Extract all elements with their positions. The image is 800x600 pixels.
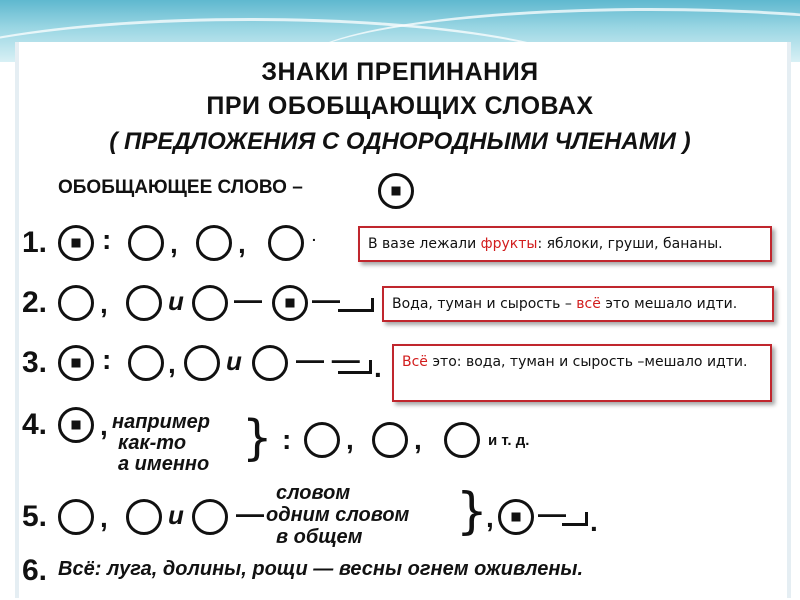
generalizing-word-icon (272, 285, 308, 321)
dash: — (234, 284, 262, 315)
predicate-underline (338, 360, 372, 374)
generalizing-word-icon (58, 345, 94, 381)
homogeneous-member-icon (58, 285, 94, 321)
row-number: 5. (22, 500, 48, 533)
page-subtitle: ( ПРЕДЛОЖЕНИЯ С ОДНОРОДНЫМИ ЧЛЕНАМИ ) (109, 128, 691, 155)
row-number: 1. (22, 226, 48, 259)
introductory-word: одним словом (266, 504, 410, 526)
example-text: В вазе лежали (368, 236, 481, 252)
comma: , (414, 424, 422, 455)
introductory-word: словом (276, 482, 351, 504)
conjunction: и (168, 286, 184, 316)
generalizing-word-icon (498, 499, 534, 535)
legend-label: ОБОБЩАЮЩЕЕ СЛОВО – (58, 177, 303, 198)
comma: , (170, 228, 178, 259)
homogeneous-member-icon (184, 345, 220, 381)
homogeneous-member-icon (252, 345, 288, 381)
conjunction: и (226, 346, 242, 376)
homogeneous-member-icon (192, 499, 228, 535)
comma: , (168, 348, 176, 379)
dash: — (312, 284, 340, 315)
example-highlight: фрукты (480, 236, 538, 252)
comma: , (100, 502, 108, 533)
comma: , (486, 502, 494, 533)
comma: , (346, 424, 354, 455)
row-number: 6. (22, 554, 48, 587)
introductory-word: в общем (276, 526, 363, 548)
colon: : (102, 344, 112, 375)
homogeneous-member-icon (196, 225, 232, 261)
homogeneous-member-icon (192, 285, 228, 321)
predicate-underline (338, 298, 374, 312)
homogeneous-member-icon (126, 285, 162, 321)
brace: } (456, 482, 488, 540)
colon: : (102, 224, 112, 255)
homogeneous-member-icon (128, 225, 164, 261)
example-sentence: Всё: луга, долины, рощи — весны огнем оживлены. (58, 558, 584, 580)
homogeneous-member-icon (128, 345, 164, 381)
homogeneous-member-icon (58, 499, 94, 535)
comma: , (100, 288, 108, 319)
period: . (374, 352, 382, 383)
brace: } (242, 410, 273, 466)
page-title-line2: ПРИ ОБОБЩАЮЩИХ СЛОВАХ (206, 92, 594, 120)
period: . (370, 290, 376, 310)
example-text: это мешало идти. (600, 296, 738, 312)
homogeneous-member-icon (444, 422, 480, 458)
example-text: : яблоки, груши, бананы. (537, 236, 723, 252)
generalizing-word-icon (58, 407, 94, 443)
introductory-word: например (112, 411, 210, 433)
example-highlight: всё (576, 296, 601, 312)
comma: , (100, 410, 108, 441)
dash: — — (296, 344, 360, 375)
homogeneous-member-icon (372, 422, 408, 458)
row-number: 2. (22, 286, 48, 319)
conjunction: и (168, 500, 184, 530)
example-highlight: Всё (402, 354, 428, 370)
homogeneous-member-icon (304, 422, 340, 458)
row-number: 4. (22, 408, 48, 441)
example-box-2 (382, 286, 774, 322)
homogeneous-member-icon (268, 225, 304, 261)
comma: , (238, 228, 246, 259)
dash: — (236, 498, 264, 529)
example-box-3 (392, 344, 772, 402)
example-box-1 (358, 226, 772, 262)
row-number: 3. (22, 346, 48, 379)
predicate-underline (562, 512, 588, 526)
period: . (590, 506, 598, 537)
example-text: это: вода, туман и сырость –мешало идти. (427, 354, 748, 370)
example-text: Вода, туман и сырость – (392, 296, 577, 312)
generalizing-word-icon (58, 225, 94, 261)
homogeneous-member-icon (126, 499, 162, 535)
period: . (312, 228, 316, 244)
etc-label: и т. д. (488, 432, 530, 449)
dash: — (538, 498, 566, 529)
introductory-word: а именно (118, 453, 210, 475)
generalizing-word-icon (378, 173, 414, 209)
introductory-word: как-то (118, 432, 187, 454)
colon: : (282, 424, 292, 455)
page-title: ЗНАКИ ПРЕПИНАНИЯ (261, 58, 539, 86)
